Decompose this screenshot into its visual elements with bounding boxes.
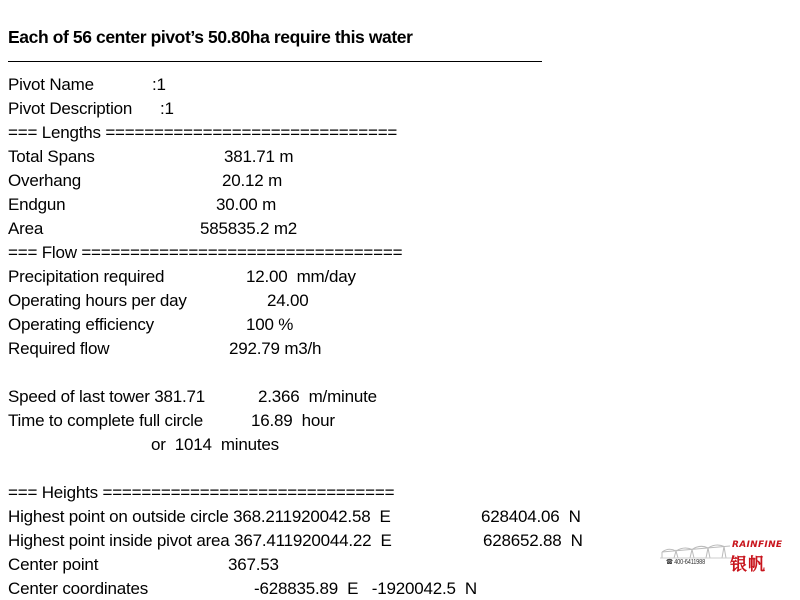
overhang-value: 20.12 m [222, 171, 283, 190]
logo-phone-text: ☎ 400-6411988 [666, 559, 706, 566]
required-flow-label: Required flow [8, 339, 110, 358]
rainfine-logo [660, 536, 792, 576]
overhang-label: Overhang [8, 171, 82, 190]
center-coordinates-value: -628835.89 E -1920042.5 N [254, 579, 477, 598]
title-underline [8, 61, 542, 62]
operating-hours-value: 24.00 [267, 291, 309, 310]
last-tower-speed-value: 2.366 m/minute [258, 387, 377, 406]
document-title: Each of 56 center pivot’s 50.80ha require this water [8, 27, 413, 47]
operating-efficiency-label: Operating efficiency [8, 315, 154, 334]
highest-outside-label: Highest point on outside circle 368.211920042.58 E [8, 507, 391, 526]
flow-section-header: === Flow ================================= [8, 243, 403, 262]
center-coordinates-label: Center coordinates [8, 579, 149, 598]
precipitation-label: Precipitation required [8, 267, 165, 286]
total-spans-label: Total Spans [8, 147, 95, 166]
lengths-section-header: === Lengths ============================== [8, 123, 398, 142]
required-flow-value: 292.79 m3/h [229, 339, 322, 358]
pivot-name-label: Pivot Name [8, 75, 94, 94]
center-point-label: Center point [8, 555, 99, 574]
precipitation-value: 12.00 mm/day [246, 267, 356, 286]
area-value: 585835.2 m2 [200, 219, 298, 238]
full-circle-time-label: Time to complete full circle [8, 411, 203, 430]
pivot-description-value: :1 [160, 99, 174, 118]
operating-efficiency-value: 100 % [246, 315, 294, 334]
heights-section-header: === Heights ============================== [8, 483, 395, 502]
endgun-value: 30.00 m [216, 195, 277, 214]
area-label: Area [8, 219, 44, 238]
logo-chinese-text: 银帆 [730, 555, 766, 575]
endgun-label: Endgun [8, 195, 66, 214]
center-point-value: 367.53 [228, 555, 279, 574]
last-tower-speed-label: Speed of last tower 381.71 [8, 387, 206, 406]
pivot-name-value: :1 [152, 75, 166, 94]
highest-inside-label: Highest point inside pivot area 367.411920044.22 E [8, 531, 392, 550]
operating-hours-label: Operating hours per day [8, 291, 187, 310]
highest-inside-northing: 628652.88 N [483, 531, 583, 550]
total-spans-value: 381.71 m [224, 147, 294, 166]
full-circle-time-value: 16.89 hour [251, 411, 335, 430]
highest-outside-northing: 628404.06 N [481, 507, 581, 526]
logo-brand-text: RAINFINE [732, 540, 783, 550]
pivot-description-label: Pivot Description [8, 99, 133, 118]
full-circle-time-minutes: or 1014 minutes [151, 435, 279, 454]
